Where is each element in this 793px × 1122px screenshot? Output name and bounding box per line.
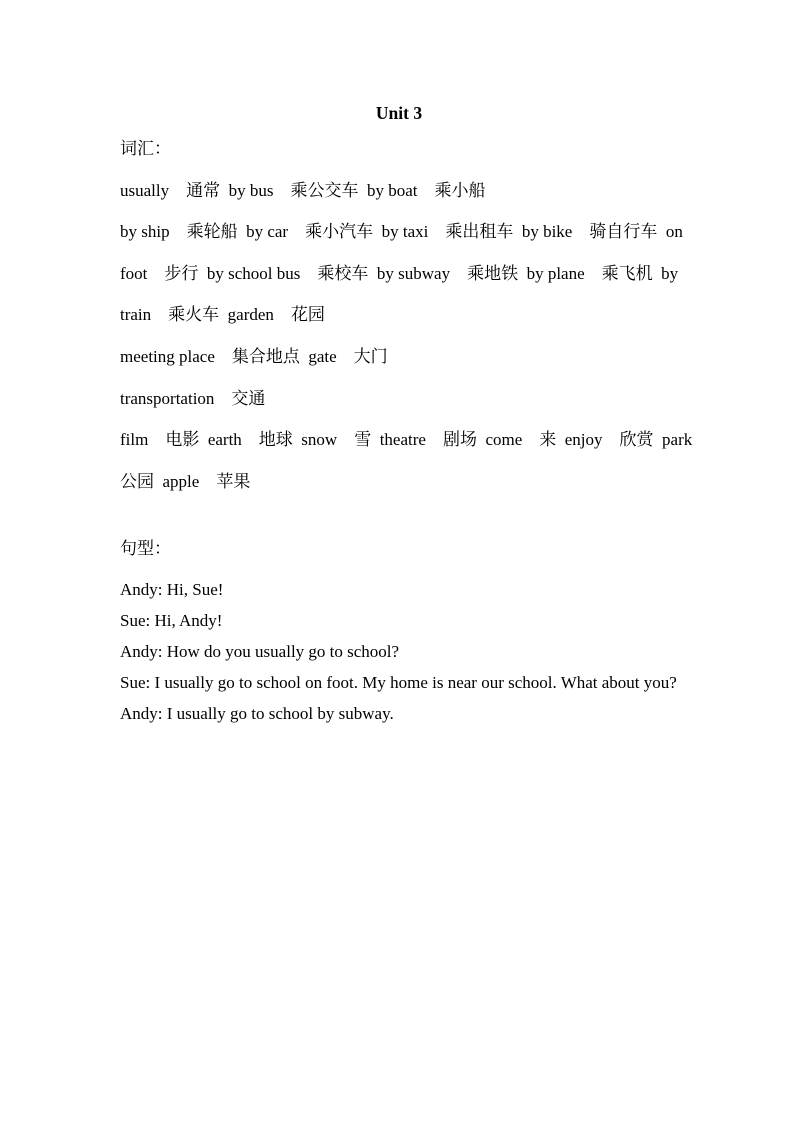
dialogue-line-2: Sue: Hi, Andy!: [120, 610, 223, 630]
dialogue-line-4: Sue: I usually go to school on foot. My home is near our school. What about you?: [120, 672, 677, 692]
dialogue-line-3: Andy: How do you usually go to school?: [120, 641, 400, 661]
vocabulary-line-3: foot 步行 by school bus 乘校车 by subway 乘地铁 by plane 乘飞机 by: [120, 263, 679, 283]
vocabulary-section: [120, 128, 693, 502]
vocabulary-heading: 词汇：: [120, 139, 171, 158]
vocabulary-line-4: train 乘火车 garden 花园: [120, 305, 325, 325]
vocabulary-line-8: 公园 apple 苹果: [120, 471, 251, 491]
vocabulary-line-6: transportation 交通: [120, 388, 266, 408]
dialogue-line-1: Andy: Hi, Sue!: [120, 579, 224, 599]
sentence-patterns-heading: 句型：: [120, 539, 171, 559]
vocabulary-line-1: usually 通常 by bus 乘公交车 by boat 乘小船: [120, 180, 486, 200]
unit-title: Unit 3: [375, 103, 423, 123]
vocabulary-line-7: film 电影 earth 地球 snow 雪 theatre 剧场 come 来 enjoy 欣赏 park: [120, 430, 693, 450]
vocabulary-line-2: by ship 乘轮船 by car 乘小汽车 by taxi 乘出租车 by bike 骑自行车 on: [120, 222, 683, 242]
dialogue-line-5: Andy: I usually go to school by subway.: [120, 703, 394, 723]
vocabulary-line-5: meeting place 集合地点 gate 大门: [120, 346, 388, 366]
dialogue: [120, 574, 678, 729]
sentence-patterns-section: [120, 528, 678, 729]
